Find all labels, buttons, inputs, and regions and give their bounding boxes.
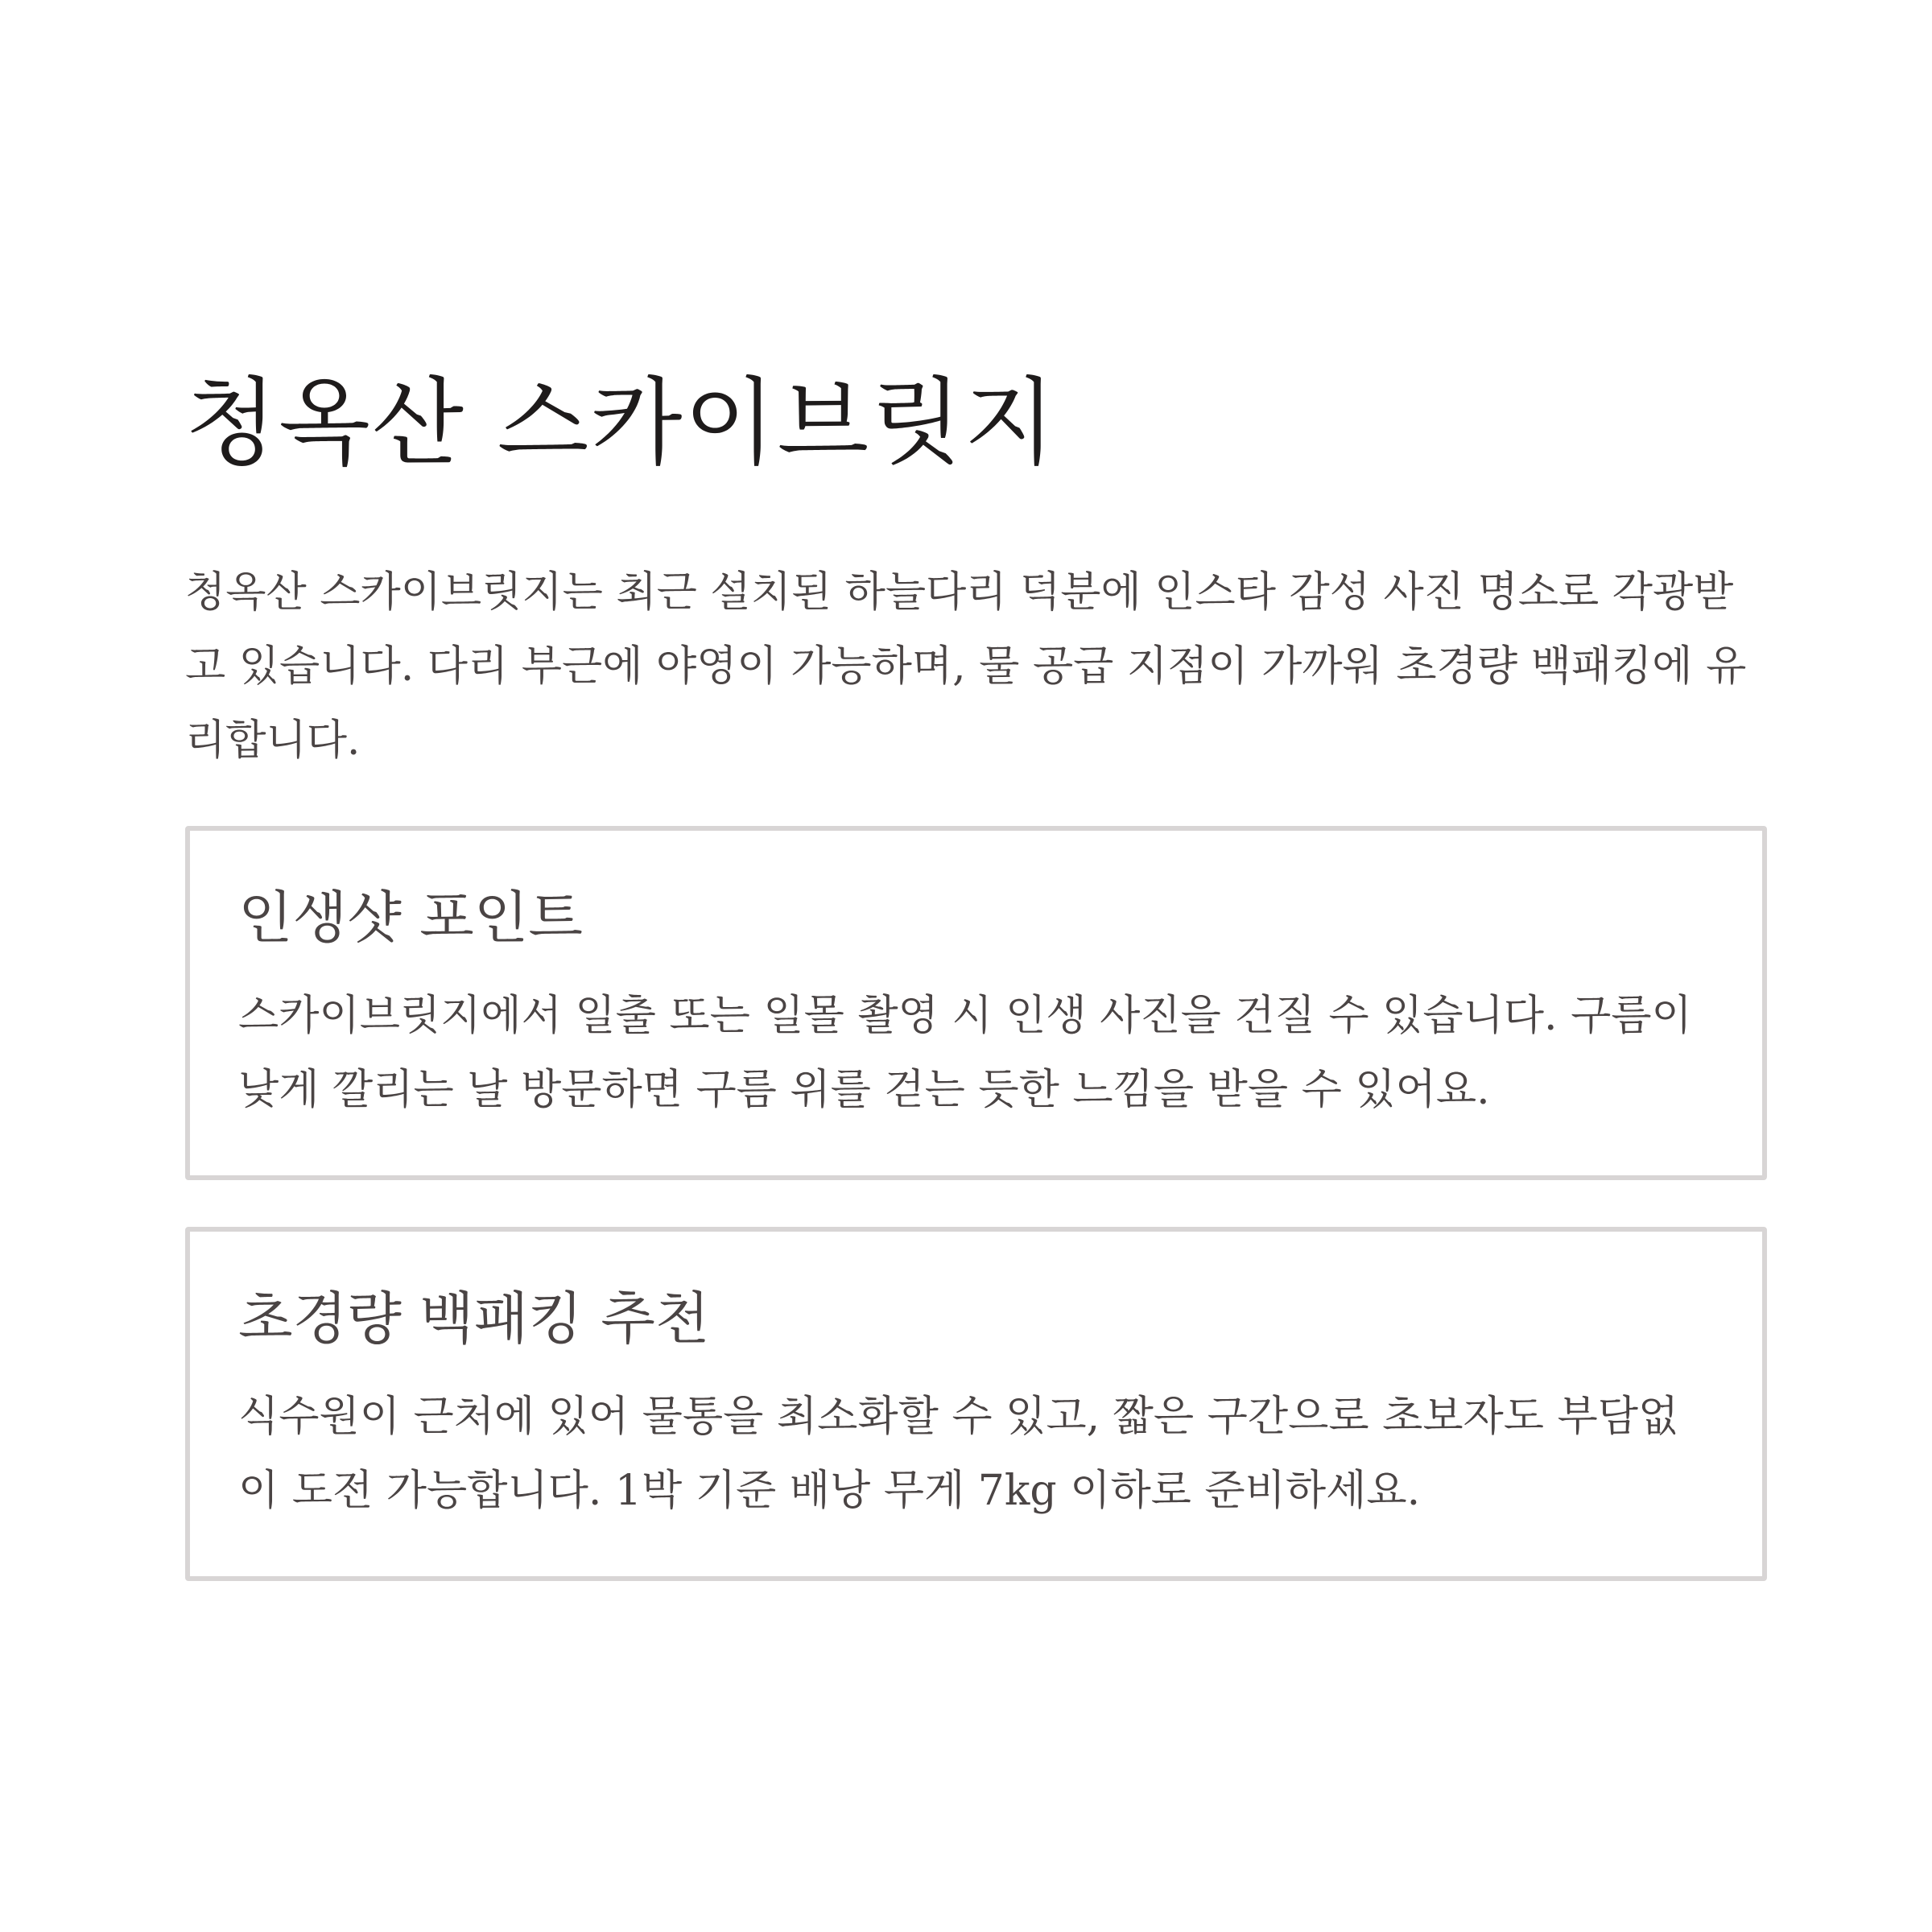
article <box>185 354 1767 1581</box>
card-body: 식수원이 근처에 있어 물통을 최소화할 수 있고, 짧은 구간으로 초보자도 부담없이 도전 가능합니다. 1박 기준 배낭 무게 7kg 이하로 준비하세요. <box>238 1393 1679 1515</box>
card-title: 초경량 백패킹 추천 <box>238 1286 710 1352</box>
card-body: 스카이브릿지에서 일출 또는 일몰 촬영 시 인생 사진을 건질 수 있습니다. 구름이 낮게 깔리는 날 방문하면 구름 위를 걷는 듯한 느낌을 받을 수 있어요. <box>238 992 1692 1114</box>
backpacking-card <box>185 1227 1767 1581</box>
intro-paragraph: 청옥산 스카이브릿지는 최근 설치된 하늘다리 덕분에 인스타 감성 사진 명소로 각광받고 있습니다. 다리 부근에 야영이 가능하며, 물 공급 지점이 가까워 초경량 백패킹에 유리합니다. <box>185 568 1747 765</box>
card-title: 인생샷 포인트 <box>238 885 583 951</box>
photo-spot-card <box>185 826 1767 1180</box>
page-title: 청옥산 스카이브릿지 <box>185 367 1058 478</box>
